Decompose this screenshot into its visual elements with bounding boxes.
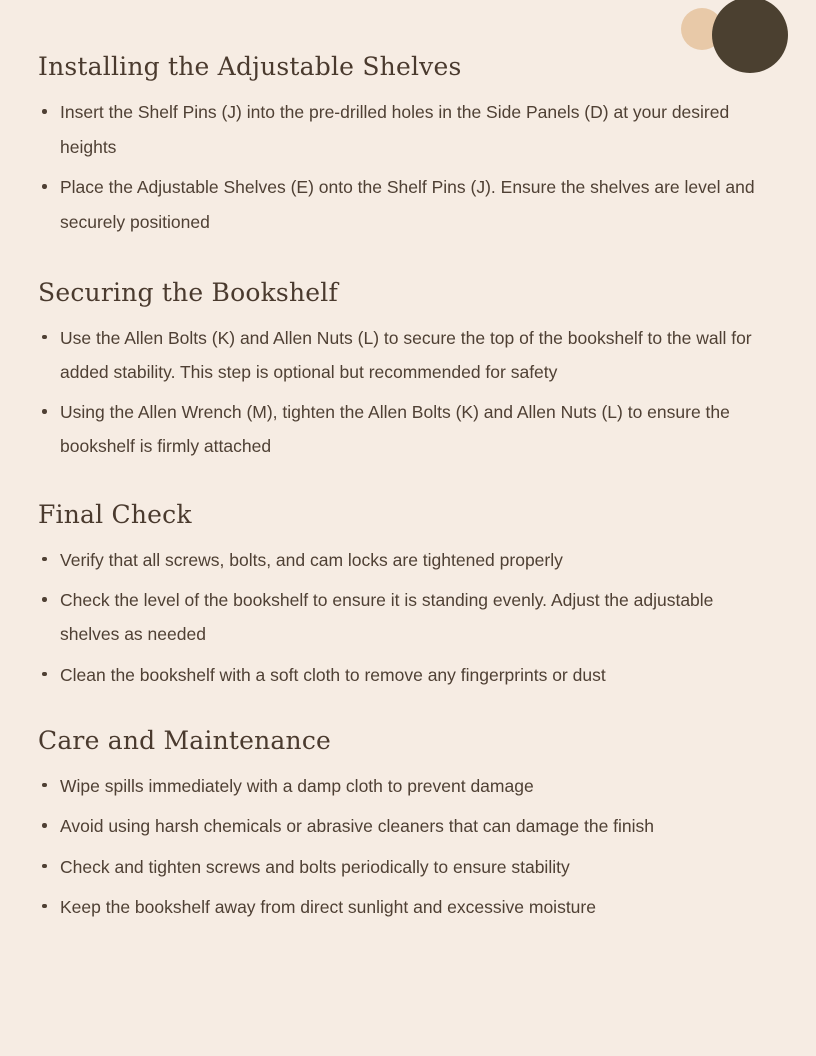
list-item: Check the level of the bookshelf to ensure it is standing evenly. Adjust the adjustable shelves as needed [38, 583, 775, 652]
list-item: Using the Allen Wrench (M), tighten the Allen Bolts (K) and Allen Nuts (L) to ensure the bookshelf is firmly attached [38, 395, 775, 464]
section-installing-adjustable-shelves [38, 0, 778, 240]
list-item: Use the Allen Bolts (K) and Allen Nuts (L) to secure the top of the bookshelf to the wall for added stability. This step is optional but recommended for safety [38, 321, 775, 390]
list-item: Insert the Shelf Pins (J) into the pre-drilled holes in the Side Panels (D) at your desired heights [38, 95, 775, 164]
section-heading: Final Check [38, 499, 192, 529]
section-heading: Securing the Bookshelf [38, 277, 338, 307]
bullet-list [38, 321, 778, 464]
bullet-list [38, 543, 778, 692]
list-item: Place the Adjustable Shelves (E) onto the Shelf Pins (J). Ensure the shelves are level and securely positioned [38, 170, 775, 239]
section-care-and-maintenance [38, 726, 778, 924]
bullet-list [38, 769, 778, 924]
list-item: Check and tighten screws and bolts periodically to ensure stability [38, 850, 775, 884]
list-item: Avoid using harsh chemicals or abrasive cleaners that can damage the finish [38, 809, 775, 843]
section-heading: Care and Maintenance [38, 725, 332, 755]
list-item: Clean the bookshelf with a soft cloth to remove any fingerprints or dust [38, 658, 775, 692]
list-item: Wipe spills immediately with a damp cloth to prevent damage [38, 769, 775, 803]
section-heading: Installing the Adjustable Shelves [38, 52, 462, 81]
list-item: Verify that all screws, bolts, and cam locks are tightened properly [38, 543, 775, 577]
list-item: Keep the bookshelf away from direct sunlight and excessive moisture [38, 890, 775, 924]
section-final-check [38, 500, 778, 692]
section-securing-the-bookshelf [38, 278, 778, 464]
bullet-list [38, 95, 778, 240]
